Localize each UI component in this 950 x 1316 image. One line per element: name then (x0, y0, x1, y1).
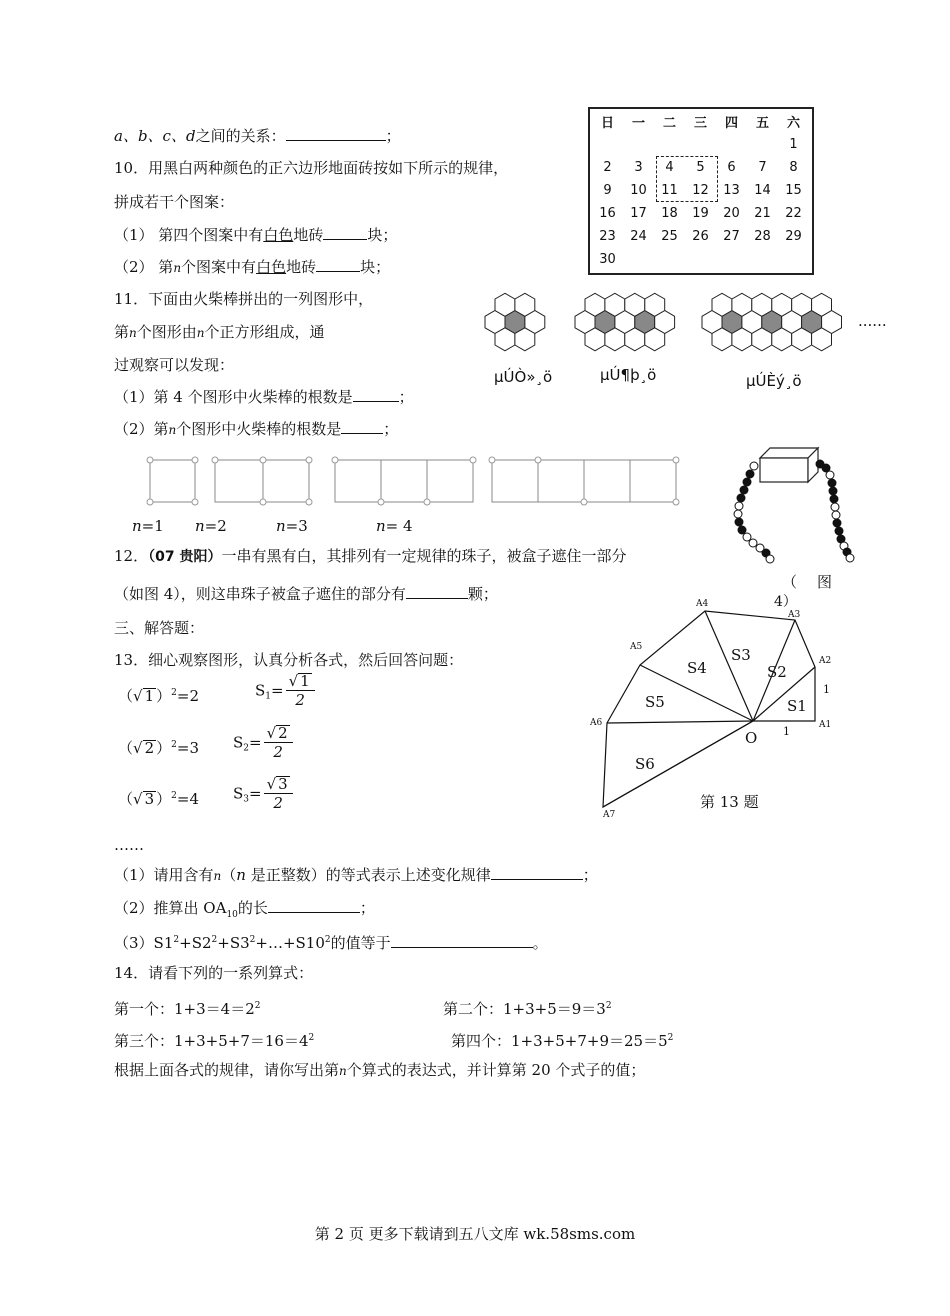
weekday: 二 (662, 116, 676, 131)
q14-eq1: 第一个：$1+3=4=2^2$ (114, 1000, 261, 1018)
bead-white (832, 511, 840, 519)
q12-line1: 12．（07 贵阳）一串有黑有白，其排列有一定规律的珠子，被盒子遮住一部分 (114, 547, 627, 565)
day-cell: 7 (758, 160, 767, 175)
hex-tile-white (625, 328, 645, 351)
bead-black (833, 519, 841, 527)
day-cell: 16 (599, 206, 616, 221)
label-S2: S2 (767, 663, 787, 681)
q11-line1: 11．下面由火柴棒拼出的一列图形中， (114, 290, 374, 308)
day-cell (623, 133, 654, 156)
day-cell (747, 248, 778, 271)
day-cell (623, 248, 654, 271)
answer-blank[interactable] (391, 932, 533, 948)
label-A7: A7 (603, 810, 616, 820)
day-cell: 22 (785, 206, 802, 221)
bead-black (743, 478, 751, 486)
q10-sub1: （1） 第四个图案中有白色地砖 块； (114, 226, 398, 244)
calendar-row (592, 248, 809, 271)
answer-blank[interactable] (353, 386, 399, 402)
day-cell (716, 133, 747, 156)
day-cell: 9 (603, 183, 612, 198)
matchstick-square (630, 460, 676, 502)
box-icon (760, 448, 818, 482)
day-cell: 27 (723, 229, 740, 244)
day-cell: 28 (754, 229, 771, 244)
calendar-dashed-box (656, 156, 718, 202)
hex-ellipsis: ...... (858, 312, 887, 330)
label-S1: S1 (787, 697, 807, 715)
hex-tile-white (732, 328, 752, 351)
label-A1: A1 (819, 720, 832, 730)
label-A6: A6 (590, 718, 603, 728)
bead-white (766, 555, 774, 563)
bead-black (740, 486, 748, 494)
q13-row-1: （√ 1 ）$^2$=2 (118, 687, 199, 705)
day-cell: 29 (785, 229, 802, 244)
day-cell: 18 (661, 206, 678, 221)
matchstick-square (263, 460, 309, 502)
q14-eq4: 第四个：$1+3+5+7+9=25=5^2$ (451, 1032, 674, 1050)
weekday: 五 (755, 116, 769, 131)
q14-intro: 14．请看下列的一系列算式： (114, 964, 314, 982)
bead-white (749, 539, 757, 547)
answer-blank[interactable] (268, 897, 360, 913)
weekday: 一 (631, 116, 645, 131)
matchstick-label-1: n=1 (132, 517, 164, 535)
answer-blank[interactable] (323, 224, 367, 240)
q13-part2: （2）推算出 $OA_{10}$的长 ； (114, 899, 375, 920)
q11-sub1: （1）第 4 个图形中火柴棒的根数是 ； (114, 388, 414, 406)
day-cell: 30 (599, 252, 616, 267)
q14-eq2: 第二个：$1+3+5=9=3^2$ (443, 1000, 612, 1018)
hex-tile-white (752, 328, 772, 351)
hex-tile-white (605, 328, 625, 351)
day-cell: 25 (661, 229, 678, 244)
q12-line2: （如图 4），则这串珠子被盒子遮住的部分有 颗； (114, 585, 498, 603)
hex-tile-white (792, 328, 812, 351)
q13-part1: （1）请用含有n（n 是正整数）的等式表示上述变化规律 ； (114, 866, 598, 884)
bead-black (835, 527, 843, 535)
section-heading: 三、解答题： (114, 619, 205, 637)
weekday: 四 (724, 116, 738, 131)
bead-white (743, 533, 751, 541)
matchstick-label-4: n= 4 (376, 517, 413, 535)
day-cell (592, 133, 623, 156)
answer-blank[interactable] (491, 864, 583, 880)
day-cell: 12 (692, 183, 709, 198)
label-side-1: 1 (823, 683, 830, 696)
label-S4: S4 (687, 659, 707, 677)
figure4-label-2: 4） (774, 594, 797, 610)
matchstick-label-2: n=2 (195, 517, 227, 535)
hex-label-3: µÚÈý¸ö (746, 372, 802, 390)
label-side-1b: 1 (783, 725, 790, 738)
q13-spiral-figure (585, 595, 845, 825)
q14-eq3: 第三个：$1+3+5+7=16=4^2$ (114, 1032, 315, 1050)
day-cell (654, 133, 685, 156)
bead-white (826, 471, 834, 479)
label-A4: A4 (696, 599, 709, 609)
label-A3: A3 (788, 610, 801, 620)
label-O: O (745, 729, 758, 747)
bead-black (746, 470, 754, 478)
q13-intro: 13．细心观察图形，认真分析各式，然后回答问题： (114, 651, 464, 669)
calendar-row (592, 202, 809, 225)
hex-tile-white (495, 328, 515, 351)
day-cell: 10 (630, 183, 647, 198)
day-cell (685, 248, 716, 271)
page-footer: 第 2 页 更多下载请到五八文库 wk.58sms.com (314, 1225, 636, 1243)
beads-box-figure (720, 440, 870, 570)
day-cell: 15 (785, 183, 802, 198)
answer-blank[interactable] (286, 125, 386, 141)
day-cell (747, 133, 778, 156)
calendar-header (592, 110, 809, 133)
hex-label-2: µÚ¶þ¸ö (600, 366, 657, 384)
matchstick-square (335, 460, 381, 502)
day-cell: 17 (630, 206, 647, 221)
matchstick-square (381, 460, 427, 502)
bead-black (735, 518, 743, 526)
q13-row-3: （√ 3 ）$^2$=4 (118, 790, 199, 808)
matchstick-square (215, 460, 263, 502)
weekday: 六 (786, 116, 800, 131)
day-cell: 14 (754, 183, 771, 198)
calendar-row (592, 133, 809, 156)
day-cell (716, 248, 747, 271)
q13-dots: …… (114, 836, 144, 854)
q14-task: 根据上面各式的规律，请你写出第n个算式的表达式，并计算第 20 个式子的值； (114, 1061, 646, 1079)
hex-tile-white (585, 328, 605, 351)
day-cell: 13 (723, 183, 740, 198)
day-cell (778, 248, 809, 271)
label-S5: S5 (645, 693, 665, 711)
bead-black (830, 495, 838, 503)
bead-black (738, 526, 746, 534)
hex-label-1: µÚÒ»¸ö (494, 368, 553, 386)
matchstick-square (492, 460, 538, 502)
figure4-label: （ 图 (782, 573, 833, 591)
label-S3: S3 (731, 646, 751, 664)
label-A2: A2 (819, 656, 832, 666)
day-cell: 20 (723, 206, 740, 221)
q13-s-row-3: $S_3=$ $\frac{√ 3}{2}$ (233, 775, 293, 812)
day-cell: 11 (661, 183, 678, 198)
q11-sub2: （2）第n个图形中火柴棒的根数是 ； (114, 420, 399, 438)
calendar-row (592, 225, 809, 248)
answer-blank[interactable] (341, 418, 383, 434)
hex-tile-white (712, 328, 732, 351)
bead-white (750, 462, 758, 470)
q11-line2: 第n个图形由n个正方形组成，通 (114, 323, 325, 341)
day-cell: 2 (603, 160, 612, 175)
hex-tile-white (515, 328, 535, 351)
day-cell: 3 (634, 160, 643, 175)
calendar (588, 107, 814, 275)
bead-white (735, 502, 743, 510)
day-cell: 19 (692, 206, 709, 221)
bead-white (846, 554, 854, 562)
label-A5: A5 (630, 642, 643, 652)
day-cell (685, 133, 716, 156)
bead-white (734, 510, 742, 518)
bead-black (737, 494, 745, 502)
bead-black (829, 487, 837, 495)
day-cell: 6 (727, 160, 736, 175)
matchstick-square (584, 460, 630, 502)
day-cell: 4 (665, 160, 674, 175)
answer-blank[interactable] (406, 583, 468, 599)
q13-figure-caption: 第 13 题 (700, 793, 759, 811)
day-cell (654, 248, 685, 271)
answer-blank[interactable] (316, 256, 360, 272)
matchstick-square (427, 460, 473, 502)
hex-tile-white (812, 328, 832, 351)
matchstick-square (150, 460, 195, 502)
hex-tile-white (772, 328, 792, 351)
day-cell: 21 (754, 206, 771, 221)
bead-white (831, 503, 839, 511)
matchstick-label-3: n=3 (276, 517, 308, 535)
day-cell: 8 (789, 160, 798, 175)
q10-line2: 拼成若干个图案： (114, 193, 235, 211)
q11-line3: 过观察可以发现： (114, 356, 235, 374)
q13-s-row-1: $S_1=$ $\frac{√ 1}{2}$ (255, 672, 315, 709)
q13-row-2: （√ 2 ）$^2$=3 (118, 739, 199, 757)
bead-black (828, 479, 836, 487)
q10-sub2: （2） 第n个图案中有白色地砖 块； (114, 258, 391, 276)
day-cell: 1 (789, 137, 798, 152)
matchstick-square (538, 460, 584, 502)
day-cell: 5 (696, 160, 705, 175)
weekday: 日 (600, 116, 614, 131)
day-cell: 26 (692, 229, 709, 244)
hex-tile-white (645, 328, 665, 351)
q9-relation-line: a、b、c、d之间的关系： ； (114, 127, 401, 145)
label-S6: S6 (635, 755, 655, 773)
q13-s-row-2: $S_2=$ $\frac{√ 2}{2}$ (233, 724, 293, 761)
day-cell: 24 (630, 229, 647, 244)
matchstick-figures (140, 452, 680, 512)
q10-line1: 10．用黑白两种颜色的正六边形地面砖按如下所示的规律， (114, 159, 509, 177)
weekday: 三 (693, 116, 707, 131)
day-cell: 23 (599, 229, 616, 244)
q13-part3: $(3)S1^2+S2^2+S3^2+\dots+S10^2$的值等于 。 (114, 934, 548, 952)
